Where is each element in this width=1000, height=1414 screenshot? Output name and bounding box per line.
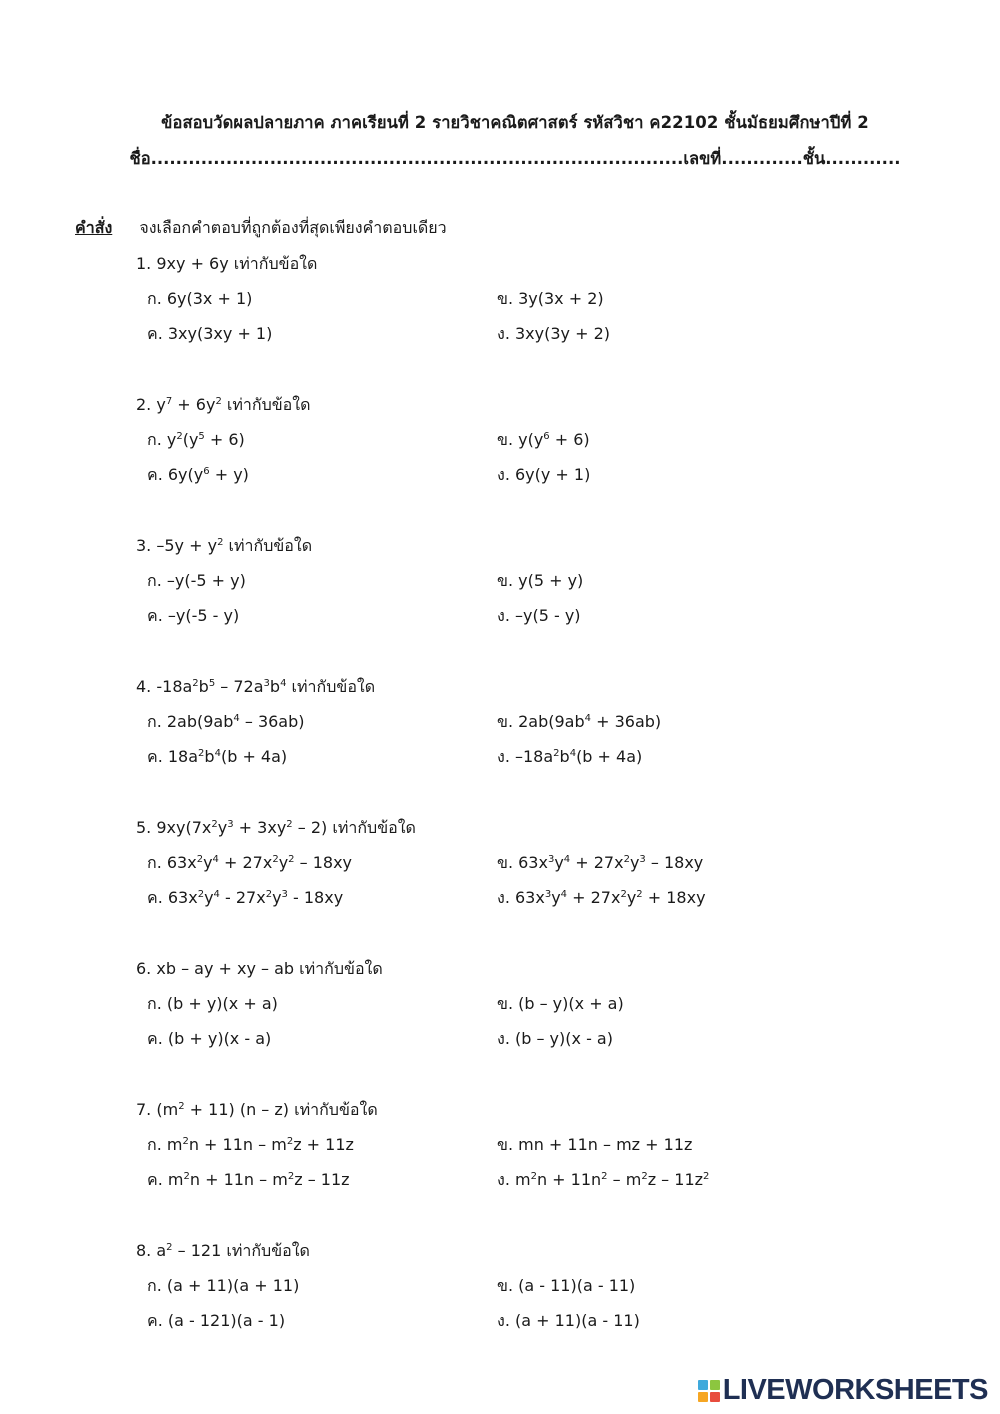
q2-option-b[interactable]: ข. $y(y^6 + 6)$ bbox=[497, 430, 590, 449]
q2-option-c[interactable]: ค. $6y(y^6 + y)$ bbox=[147, 465, 249, 484]
q6-option-b[interactable]: ข. (b – y)(x + a) bbox=[497, 994, 624, 1013]
question-stem: $a^2 - 121$ เท่ากับข้อใด bbox=[156, 1241, 310, 1260]
question-5 bbox=[136, 816, 416, 841]
question-number: 4. bbox=[136, 677, 152, 696]
logo-square-blue bbox=[698, 1380, 708, 1390]
question-1 bbox=[136, 252, 317, 277]
question-stem: $-18a^2b^5 - 72a^3b^4$ เท่ากับข้อใด bbox=[156, 677, 376, 696]
logo-square-green bbox=[710, 1380, 720, 1390]
question-number: 7. bbox=[136, 1100, 152, 1119]
q4-option-c[interactable]: ค. $18a^2b^4(b + 4a)$ bbox=[147, 747, 288, 766]
instruction bbox=[75, 216, 447, 241]
q1-option-b[interactable]: ข. 3y(3x + 2) bbox=[497, 289, 604, 308]
q1-option-a[interactable]: ก. 6y(3x + 1) bbox=[147, 289, 253, 308]
q7-option-c[interactable]: ค. $m^2n + 11n - m^2z - 11z$ bbox=[147, 1170, 350, 1189]
question-6 bbox=[136, 957, 383, 982]
question-number: 2. bbox=[136, 395, 152, 414]
student-name-line: ชื่อ.....................................................................................เลขที่.............ชั้น............ bbox=[129, 149, 901, 168]
question-stem: $-5y + y^2$ เท่ากับข้อใด bbox=[156, 536, 313, 555]
q2-option-a[interactable]: ก. $y^2(y^5 + 6)$ bbox=[147, 430, 245, 449]
logo-grid-icon bbox=[698, 1380, 720, 1402]
logo-square-orange bbox=[698, 1392, 708, 1402]
question-stem: $y^7 + 6y^2$ เท่ากับข้อใด bbox=[156, 395, 311, 414]
question-stem: xb – ay + xy – ab เท่ากับข้อใด bbox=[156, 959, 383, 978]
question-number: 1. bbox=[136, 254, 152, 273]
instruction-label: คำสั่ง bbox=[75, 218, 113, 237]
q7-option-a[interactable]: ก. $m^2n + 11n - m^2z + 11z$ bbox=[147, 1135, 354, 1154]
question-4 bbox=[136, 675, 375, 700]
q7-option-b[interactable]: ข. mn + 11n – mz + 11z bbox=[497, 1135, 693, 1154]
q5-option-c[interactable]: ค. $63x^2y^4 - 27x^2y^3 - 18xy$ bbox=[147, 888, 344, 907]
logo-square-red bbox=[710, 1392, 720, 1402]
q3-option-d[interactable]: ง. –y(5 - y) bbox=[497, 606, 581, 625]
q6-option-c[interactable]: ค. (b + y)(x - a) bbox=[147, 1029, 272, 1048]
q1-option-d[interactable]: ง. 3xy(3y + 2) bbox=[497, 324, 610, 343]
q8-option-a[interactable]: ก. (a + 11)(a + 11) bbox=[147, 1276, 300, 1295]
q8-option-d[interactable]: ง. (a + 11)(a - 11) bbox=[497, 1311, 640, 1330]
q5-option-d[interactable]: ง. $63x^3y^4 + 27x^2y^2 + 18xy$ bbox=[497, 888, 706, 907]
question-stem: 9xy + 6y เท่ากับข้อใด bbox=[156, 254, 318, 273]
liveworksheets-logo bbox=[698, 1374, 988, 1407]
q1-option-c[interactable]: ค. 3xy(3xy + 1) bbox=[147, 324, 273, 343]
question-stem: $9xy(7x^2y^3 + 3xy^2 - 2)$ เท่ากับข้อใด bbox=[156, 818, 416, 837]
question-stem: $(m^2 + 11)$ (n – z) เท่ากับข้อใด bbox=[156, 1100, 378, 1119]
question-number: 5. bbox=[136, 818, 152, 837]
q5-option-b[interactable]: ข. $63x^3y^4 + 27x^2y^3 - 18xy$ bbox=[497, 853, 704, 872]
q4-option-d[interactable]: ง. $-18a^2b^4(b + 4a)$ bbox=[497, 747, 643, 766]
q3-option-c[interactable]: ค. –y(-5 - y) bbox=[147, 606, 240, 625]
question-7 bbox=[136, 1098, 378, 1123]
exam-title: ข้อสอบวัดผลปลายภาค ภาคเรียนที่ 2 รายวิชาคณิตศาสตร์ รหัสวิชา ค22102 ชั้นมัธยมศึกษาปีที่ 2 bbox=[161, 113, 869, 132]
question-8 bbox=[136, 1239, 310, 1264]
instruction-text: จงเลือกคำตอบที่ถูกต้องที่สุดเพียงคำตอบเดียว bbox=[139, 218, 447, 237]
brand-name: LIVEWORKSHEETS bbox=[722, 1374, 988, 1406]
question-number: 3. bbox=[136, 536, 152, 555]
q7-option-d[interactable]: ง. $m^2n + 11n^2 - m^2z - 11z^2$ bbox=[497, 1170, 710, 1189]
q6-option-d[interactable]: ง. (b – y)(x - a) bbox=[497, 1029, 613, 1048]
question-number: 8. bbox=[136, 1241, 152, 1260]
q3-option-b[interactable]: ข. y(5 + y) bbox=[497, 571, 584, 590]
q8-option-b[interactable]: ข. (a - 11)(a - 11) bbox=[497, 1276, 636, 1295]
question-3 bbox=[136, 534, 312, 559]
q6-option-a[interactable]: ก. (b + y)(x + a) bbox=[147, 994, 278, 1013]
question-number: 6. bbox=[136, 959, 152, 978]
q3-option-a[interactable]: ก. –y(-5 + y) bbox=[147, 571, 246, 590]
q4-option-b[interactable]: ข. $2ab(9ab^4 + 36ab)$ bbox=[497, 712, 662, 731]
q2-option-d[interactable]: ง. 6y(y + 1) bbox=[497, 465, 591, 484]
q4-option-a[interactable]: ก. $2ab(9ab^4 - 36ab)$ bbox=[147, 712, 305, 731]
question-2 bbox=[136, 393, 311, 418]
q8-option-c[interactable]: ค. (a - 121)(a - 1) bbox=[147, 1311, 286, 1330]
q5-option-a[interactable]: ก. $63x^2y^4 + 27x^2y^2 - 18xy$ bbox=[147, 853, 352, 872]
